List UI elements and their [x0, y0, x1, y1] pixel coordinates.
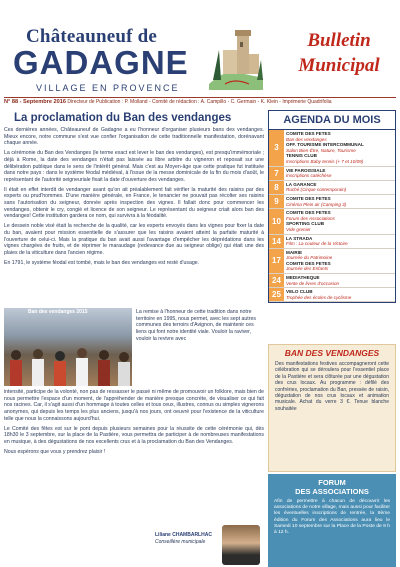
- agenda-event-description: Salon Bien-Être, Nature, Tourisme: [286, 147, 356, 153]
- agenda-event-description: Ruché (Cirque contemporain): [286, 187, 347, 193]
- article-paragraph: Il était en effet interdit de vendanger avant qu'on ait préalablement fait vérifier la maturité des raisins par des experts ou prud'hommes. D'une manière générale, en France, le tenancier ne pouvait pas récolter ses raisins sans l'autorisation du seigneur, donnée après inspection des vignes. Il fallait donc pour commencer les vendanges, obtenir le cry, congié et licence de son seigneur. Le représentant du seigneur criait alors ban des vendanges! Cette institution gardera ce nom, qui survivra à la féodalité.: [4, 186, 264, 220]
- agenda-event-organizer: SPORTING CLUB: [286, 221, 325, 227]
- logo-main-text: GADAGNE: [13, 44, 189, 81]
- agenda-event-organizer: COMITE DES FETES: [286, 195, 331, 201]
- agenda-event-description: Vente de livres d'occasion: [286, 280, 340, 286]
- photo-side-text: La remise à l'honneur de cette tradition dans notre territoire en 1995, nous permet, avec les sept autres communes des terroirs d'Avignon, de maintenir ces liens qui font notre identité viale. Vouloir la raviver, vouloir la revivre avec: [136, 309, 256, 342]
- bulletin-title: [280, 28, 398, 78]
- agenda-event: [286, 168, 393, 179]
- agenda-row: [269, 209, 395, 234]
- agenda-event-description: Vide grenier: [286, 226, 311, 232]
- agenda-event-organizer: COMITE DES FETES: [286, 210, 331, 216]
- masthead: [0, 0, 400, 93]
- agenda-event-organizer: OFF. TOURISME INTERCOMMUNAL: [286, 142, 364, 148]
- castle-illustration: [205, 20, 265, 90]
- agenda-day: 24: [269, 274, 284, 287]
- agenda-event: [286, 261, 393, 272]
- agenda-events: [284, 209, 395, 233]
- agenda-events: [284, 235, 395, 248]
- agenda-event-organizer: MEDIATHEQUE: [286, 275, 320, 281]
- article-paragraph: intensité, participe de la volonté, non pas de ressasser le passé ni même de promouvoir un folklore, mais bien de nous permettre l'espace d'un moment, de l'appréhender de manière presque concrète, de visualiser ce qui fait nos racines. Car, il s'agit aussi d'un hommage à toutes celles et tous ceux, illustres, connus ou simples vignerons anonymes, qui depuis les temps les plus anciens, jusqu'à nos jours, ont oeuvré pour l'existence de la viticulture telle que nous la connaissons aujourd'hui.: [4, 389, 264, 422]
- agenda-events: [284, 288, 395, 301]
- agenda-event: [286, 153, 393, 164]
- agenda-event-description: Journée des Enfants: [286, 266, 329, 272]
- issue-bar: [4, 97, 396, 107]
- agenda-events: [284, 195, 395, 208]
- agenda-event-description: Inscriptions catéchèse: [286, 173, 332, 179]
- agenda-row: [269, 130, 395, 167]
- signer-portrait: [222, 525, 260, 565]
- agenda-event-organizer: COMITE DES FETES: [286, 260, 331, 266]
- agenda-event: [286, 289, 393, 300]
- forum-title-line2: DES ASSOCIATIONS: [295, 487, 369, 496]
- agenda-event: [286, 250, 393, 261]
- crowd-illustration: [4, 345, 132, 386]
- agenda-day: 17: [269, 249, 284, 273]
- issue-credits: Directeur de Publication : P. Molland - Comité de rédaction : A. Campillo - C. Germain - K. Klein - Imprimerie Quadrifolia: [67, 99, 332, 105]
- agenda-events: [284, 130, 395, 166]
- agenda-event: [286, 275, 393, 286]
- agenda-row: [269, 288, 395, 302]
- agenda-event-organizer: COMITE DES FETES: [286, 131, 331, 136]
- agenda-event: [286, 196, 393, 207]
- agenda-row: [269, 249, 395, 274]
- agenda-event-organizer: MAIRIE: [286, 249, 303, 255]
- agenda-event: [286, 142, 393, 153]
- agenda-event-organizer: LA GARANCE: [286, 181, 317, 187]
- main-article: [4, 110, 264, 266]
- agenda-event-description: Journée du Patrimoine: [286, 255, 333, 261]
- agenda-events: [284, 274, 395, 287]
- agenda-events: [284, 167, 395, 180]
- agenda-event-description: Film : La couleur de la Victoire: [286, 241, 348, 247]
- article-paragraph: Le Comité des fêtes est sur le pont depuis plusieurs semaines pour la réussite de cette cérémonie qui, dès 18h30 le 3 septembre, sur la place de la Pastière, vous permettra de participer à de nombreuses manifestations en musique, à des dégustations de nos excellents crus et à la proclamation du Ban des Vendanges.: [4, 425, 264, 445]
- agenda-event-organizer: VIE PAROISSIALE: [286, 167, 326, 173]
- ban-box-title: BAN DES VENDANGES: [284, 348, 380, 358]
- signer-name: Liliane CHAMBARLHAC: [155, 532, 212, 538]
- forum-box: [268, 474, 396, 567]
- agenda-day: 3: [269, 130, 284, 166]
- agenda-event-description: Forum des Associations: [286, 215, 335, 221]
- agenda-row: [269, 195, 395, 209]
- agenda-event-organizer: VELO CLUB: [286, 289, 313, 295]
- forum-text: Afin de permettre à chacun de découvrir les associations de notre village, mais aussi pour faciliter les éventuelles inscriptions de rentrée, la 8ème édition du Forum des Associations aura lieu le Samedi 10 septembre sur la Place de la Poste de 9 h à 12 h.: [274, 499, 390, 536]
- agenda-day: 14: [269, 235, 284, 248]
- agenda-day: 7: [269, 167, 284, 180]
- signer-role: Conseillère municipale: [155, 538, 206, 545]
- article-title: La proclamation du Ban des vendanges: [14, 112, 232, 124]
- agenda-event: [286, 182, 393, 193]
- issue-number: N° 88 - Septembre 2016: [4, 99, 66, 105]
- bulletin-line2: Municipal: [298, 55, 380, 76]
- agenda-panel: [268, 110, 396, 303]
- agenda-row: [269, 274, 395, 288]
- article-paragraph: Ces dernières années, Châteauneuf de Gadagne a eu l'honneur d'organiser plusieurs bans des vendanges. Mieux encore, notre commune s'est vue confier l'organisation de cette traditionnelle manifestation, dorénavant chaque année.: [4, 127, 264, 147]
- ban-box: [268, 344, 396, 472]
- signature-block: [155, 532, 212, 545]
- agenda-event: [286, 236, 393, 247]
- agenda-day: 8: [269, 181, 284, 194]
- agenda-day: 10: [269, 209, 284, 233]
- ban-box-text: Des manifestations festives accompagneront cette célébration qui se déroulera pour l'essentiel place de la Pastière et sera clôturée par une dégustation des crus locaux. Au programme : défilé des confréries, proclamation du Ban, pressée de raisin, dégustation de nos crus locaux et animation musicale. Achat du verre 3 €. Tenue blanche souhaitée: [275, 361, 389, 412]
- agenda-event-description: Trophée des écoles de cyclisme: [286, 294, 352, 300]
- agenda-day: 25: [269, 288, 284, 301]
- article-continued: [4, 389, 264, 455]
- agenda-day: 9: [269, 195, 284, 208]
- agenda-row: [269, 181, 395, 195]
- logo-top-text: Châteauneuf de: [26, 26, 158, 47]
- photo-caption: Ban des vendanges 2015: [28, 309, 88, 315]
- agenda-events: [284, 249, 395, 273]
- agenda-event: [286, 210, 393, 221]
- forum-title: [268, 478, 396, 496]
- bulletin-line1: Bulletin: [307, 30, 371, 51]
- agenda-row: [269, 235, 395, 249]
- agenda-event-organizer: LA STRADA: [286, 235, 313, 241]
- agenda-event-organizer: TENNIS CLUB: [286, 153, 317, 159]
- agenda-rows: [269, 130, 395, 302]
- logo-sub-text: VILLAGE EN PROVENCE: [36, 83, 180, 93]
- agenda-event: [286, 131, 393, 142]
- agenda-event: [286, 221, 393, 232]
- forum-title-line1: FORUM: [318, 478, 346, 487]
- agenda-row: [269, 167, 395, 181]
- article-paragraph: La cérémonie du Ban des Vendanges (le terme exact est lever le ban des vendanges), est presqu'immémoriale ; déjà à Rome, la date des vendanges n'était pas laissée au libre arbitre du vigneron et reposait sur une délibération publique dans le sens de l'intérêt général. Mais c'est au Moyen-âge que cette pratique fut instituée dans notre pays : dans le système féodal médiéval, à l'issue de la messe dominicale de la fin du mois d'août, le représentant de l'autorité seigneuriale fixait la date d'ouverture des vendanges.: [4, 150, 264, 183]
- article-paragraph: Le dessein noble visé était la recherche de la qualité, car les experts envoyés dans les vignes pour fixer la date du ban, avaient pour mission essentielle de s'assurer que les raisins avaient atteint la parfaite maturité à l'ouverture de celui-ci. Mais la pratique du ban avait aussi l'avantage d'empêcher les déprédations dans les vignes chargées de fruits, et de réprimer le maraudage (redevance due au seigneur oblige) qui était une des plaies de la viticulture dans l'ancien régime.: [4, 223, 264, 256]
- agenda-event-description: Ban des vendanges: [286, 136, 327, 142]
- article-paragraph: Nous espérons que vous y prendrez plaisir !: [4, 448, 106, 455]
- article-paragraph: En 1791, le système féodal est tombé, mais le ban des vendanges est resté d'usage.: [4, 259, 200, 266]
- agenda-events: [284, 181, 395, 194]
- agenda-event-description: Inscriptions Baby tennis (+ 7 et 10/09): [286, 158, 364, 164]
- agenda-title: AGENDA DU MOIS: [269, 111, 395, 130]
- agenda-event-description: Cinéma Plein air (Camping 3): [286, 201, 347, 207]
